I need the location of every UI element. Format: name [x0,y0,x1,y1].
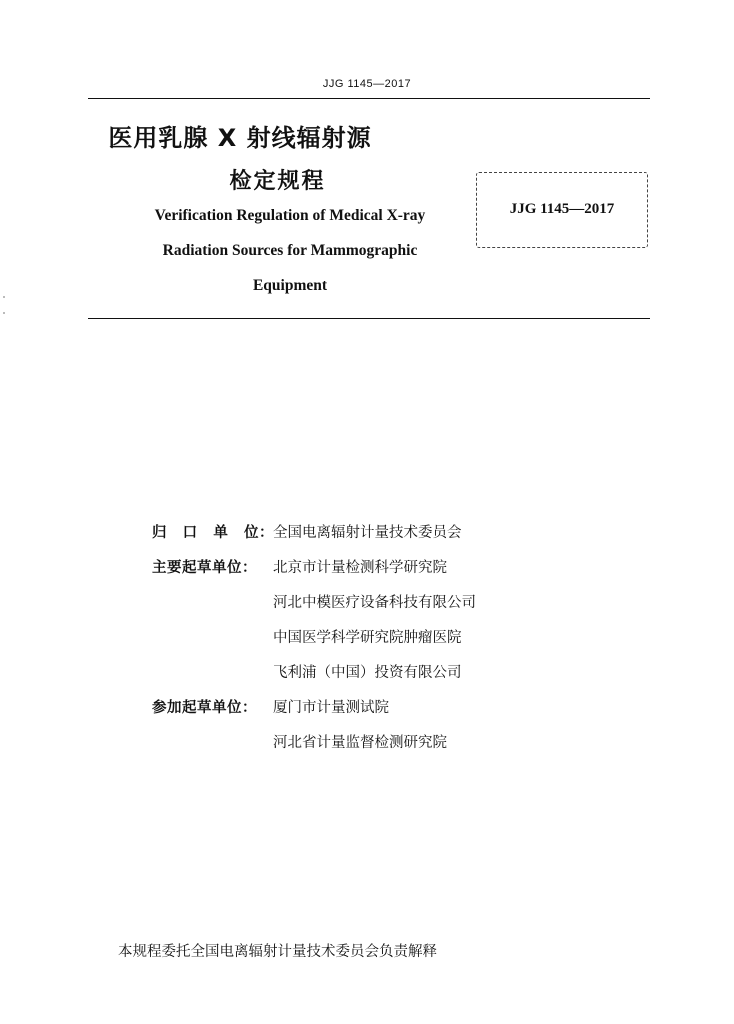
header-standard-code: JJG 1145—2017 [322,78,412,90]
header-rule [88,98,650,99]
main-drafting-unit: 北京市计量检测科学研究院 [273,560,447,576]
label-char: 单 [213,525,229,541]
standard-code-box-text: JJG 1145—2017 [509,201,615,217]
responsible-unit-value: 全国电离辐射计量技术委员会 [273,525,462,541]
main-drafting-label: 主要起草单位： [152,560,257,576]
responsible-unit-label [152,521,274,545]
main-drafting-row [152,556,447,580]
title-english-line-2: Radiation Sources for Mammographic [162,242,418,259]
standard-code-box [476,172,648,248]
main-drafting-unit: 飞利浦（中国）投资有限公司 [273,665,462,681]
label-char: 口 [182,525,198,541]
label-char: 归 [152,525,167,541]
participating-row [152,731,447,755]
main-drafting-row [152,626,462,650]
title-chinese-line-1: 医用乳腺 X 射线辐射源 [108,124,372,152]
interpretation-note: 本规程委托全国电离辐射计量技术委员会负责解释 [118,944,437,960]
participating-label: 参加起草单位： [152,700,257,716]
title-english-line-1: Verification Regulation of Medical X-ray [154,207,426,224]
main-drafting-unit: 河北中模医疗设备科技有限公司 [273,595,476,611]
main-drafting-row [152,591,476,615]
title-rule [88,318,650,319]
participating-row [152,696,389,720]
main-drafting-row [152,661,462,685]
participating-unit: 河北省计量监督检测研究院 [273,735,447,751]
title-english-line-3: Equipment [252,277,328,294]
margin-speck [3,312,5,314]
main-drafting-unit: 中国医学科学研究院肿瘤医院 [273,630,462,646]
label-char-last: 位 ： [243,525,274,541]
title-chinese-line-2: 检定规程 [229,169,326,194]
margin-speck [3,296,5,298]
participating-unit: 厦门市计量测试院 [273,700,389,716]
responsible-unit-row [152,521,462,545]
